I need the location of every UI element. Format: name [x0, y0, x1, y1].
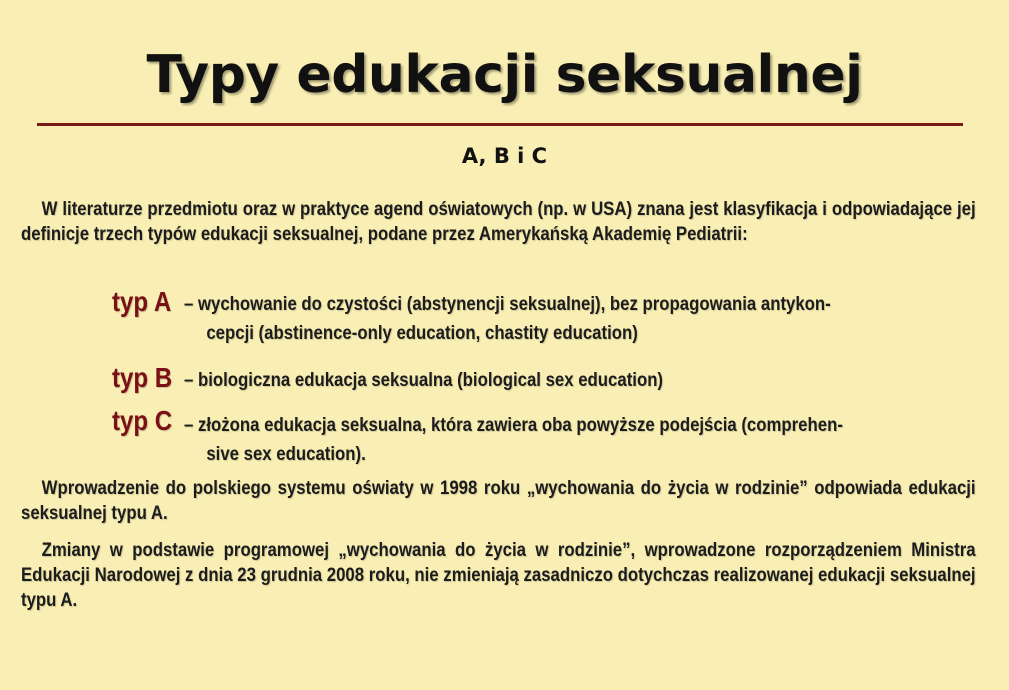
paragraph-3: [21, 538, 976, 613]
type-a-line1: – wychowanie do czystości (abstynencji seksualnej), bez propagowania antykon-: [184, 293, 831, 315]
intro-paragraph: [21, 197, 976, 247]
slide-title: Typy edukacji seksualnej: [146, 45, 863, 105]
type-a-label: typ A: [112, 286, 172, 317]
type-a-line2: cepcji (abstinence-only education, chastity education): [206, 322, 638, 344]
paragraph-3-text: Zmiany w podstawie programowej „wychowania do życia w rodzinie”, wprowadzone rozporządzeniem Ministra Edukacji Narodowej z dnia 23 grudnia 2008 roku, nie zmieniają zasadniczo dotychczas realizowanej edukacji seksualnej typu A.: [21, 539, 976, 611]
type-c-label: typ C: [112, 405, 173, 436]
type-b-line1: – biologiczna edukacja seksualna (biological sex education): [184, 369, 664, 391]
slide-subtitle: A, B i C: [461, 144, 548, 168]
intro-text: W literaturze przedmiotu oraz w praktyce agend oświatowych (np. w USA) znana jest klasyfikacja i odpowiadające jej definicje trzech typów edukacji seksualnej, podane przez Amerykańską Akademię Pediatrii:: [21, 198, 976, 245]
type-c-line2: sive sex education).: [206, 443, 366, 465]
type-c-description: [184, 411, 843, 469]
type-b-description: [184, 366, 663, 395]
paragraph-2-text: Wprowadzenie do polskiego systemu oświaty w 1998 roku „wychowania do życia w rodzinie” odpowiada edukacji seksualnej typu A.: [21, 477, 976, 524]
type-a-description: [184, 290, 831, 348]
type-b-label: typ B: [112, 362, 173, 393]
paragraph-2: [21, 476, 976, 526]
type-c-line1: – złożona edukacja seksualna, która zawiera oba powyższe podejścia (comprehen-: [184, 414, 843, 436]
title-divider: [37, 123, 963, 126]
